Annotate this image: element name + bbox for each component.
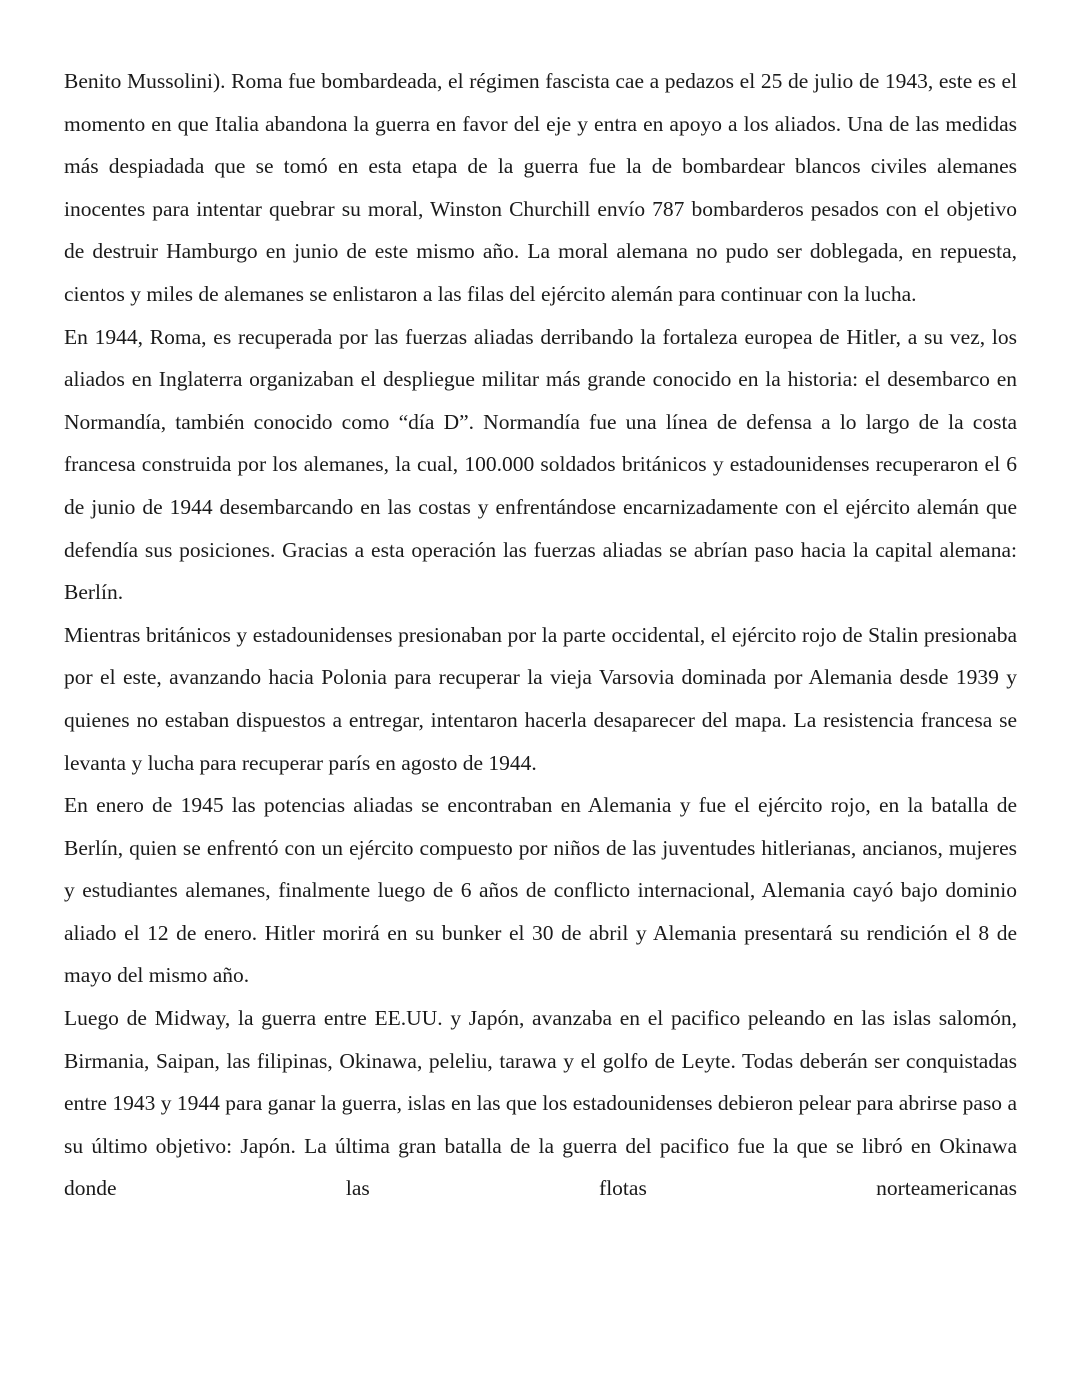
paragraph-varsovia: Mientras británicos y estadounidenses presionaban por la parte occidental, el ejército rojo de Stalin presionaba por el este, avanzando hacia Polonia para recuperar la vieja Varsovia dominada por Alemania desde 1939 y quienes no estaban dispuestos a entregar, intentaron hacerla desaparecer del mapa. La resistencia francesa se levanta y lucha para recuperar parís en agosto de 1944. <box>64 622 1017 775</box>
paragraph-normandia: En 1944, Roma, es recuperada por las fuerzas aliadas derribando la fortaleza europea de Hitler, a su vez, los aliados en Inglaterra organizaban el despliegue militar más grande conocido en la historia: el desembarco en Normandía, también conocido como “día D”. Normandía fue una línea de defensa a lo largo de la costa francesa construida por los alemanes, la cual, 100.000 soldados británicos y estadounidenses recuperaron el 6 de junio de 1944 desembarcando en las costas y enfrentándose encarnizadamente con el ejército alemán que defendía sus posiciones. Gracias a esta operación las fuerzas aliadas se abrían paso hacia la capital alemana: Berlín. <box>64 324 1017 605</box>
paragraph-mussolini-hamburgo: Benito Mussolini). Roma fue bombardeada, el régimen fascista cae a pedazos el 25 de julio de 1943, este es el momento en que Italia abandona la guerra en favor del eje y entra en apoyo a los aliados. Una de las medidas más despiadada que se tomó en esta etapa de la guerra fue la de bombardear blancos civiles alemanes inocentes para intentar quebrar su moral, Winston Churchill envío 787 bombarderos pesados con el objetivo de destruir Hamburgo en junio de este mismo año. La moral alemana no pudo ser doblegada, en repuesta, cientos y miles de alemanes se enlistaron a las filas del ejército alemán para continuar con la lucha. <box>64 69 1017 306</box>
document-page <box>64 60 1017 1210</box>
paragraph-pacifico: Luego de Midway, la guerra entre EE.UU. y Japón, avanzaba en el pacifico peleando en las islas salomón, Birmania, Saipan, las filipinas, Okinawa, peleliu, tarawa y el golfo de Leyte. Todas deberán ser conquistadas entre 1943 y 1944 para ganar la guerra, islas en las que los estadounidenses debieron pelear para abrirse paso a su último objetivo: Japón. La última gran batalla de la guerra del pacifico fue la que se libró en Okinawa donde las flotas norteamericanas <box>64 1006 1017 1201</box>
paragraph-berlin: En enero de 1945 las potencias aliadas se encontraban en Alemania y fue el ejército rojo, en la batalla de Berlín, quien se enfrentó con un ejército compuesto por niños de las juventudes hitlerianas, ancianos, mujeres y estudiantes alemanes, finalmente luego de 6 años de conflicto internacional, Alemania cayó bajo dominio aliado el 12 de enero. Hitler morirá en su bunker el 30 de abril y Alemania presentará su rendición el 8 de mayo del mismo año. <box>64 793 1017 988</box>
